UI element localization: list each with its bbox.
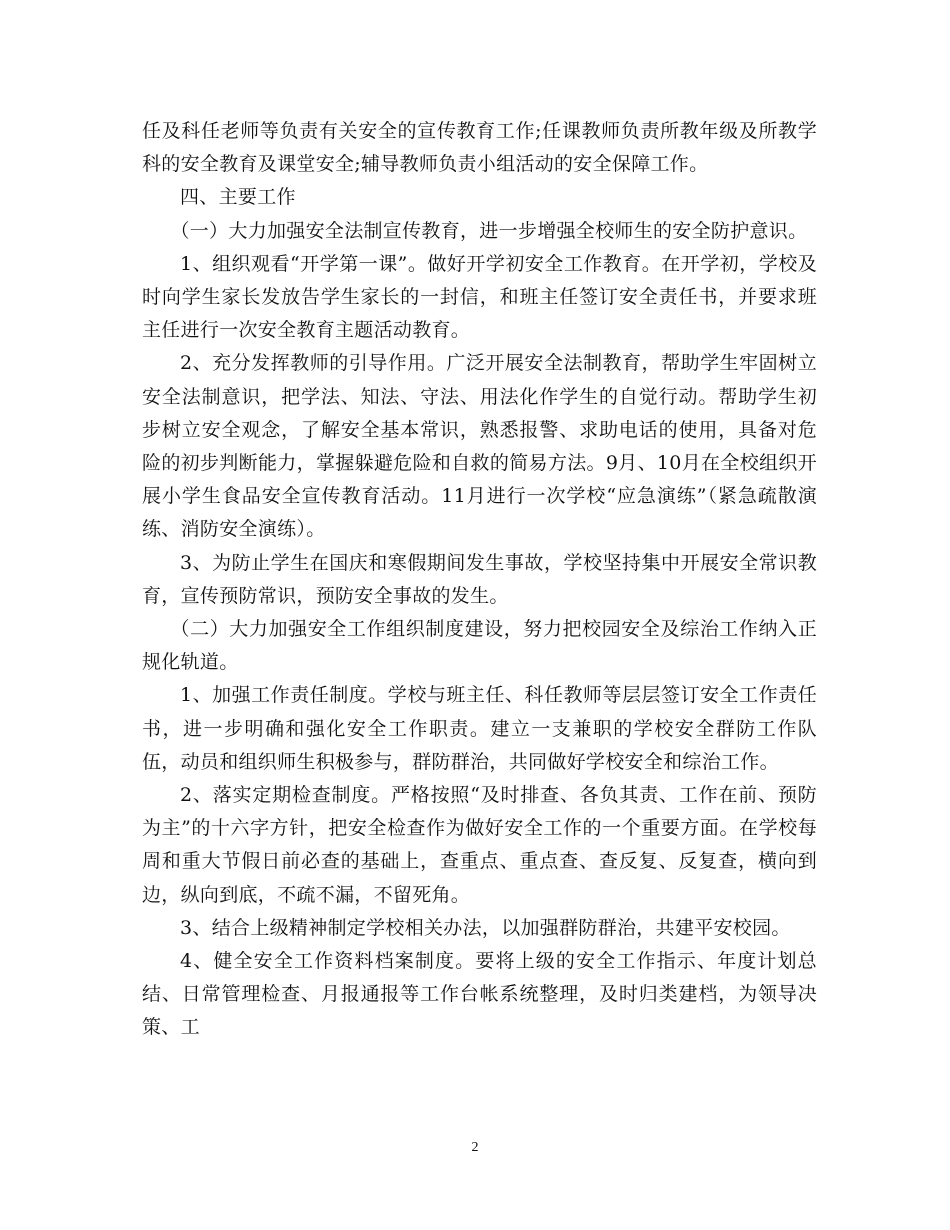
paragraph: 1、加强工作责任制度。学校与班主任、科任教师等层层签订安全工作责任书，进一步明确和强化安全工作职责。建立一支兼职的学校安全群防工作队伍，动员和组织师生积极参与，群防群治，共同做好学校安全和综治工作。 [142,684,817,773]
paragraph: 3、结合上级精神制定学校相关办法，以加强群防群治，共建平安校园。 [180,916,791,939]
subsection-heading: （二）大力加强安全工作组织制度建设，努力把校园安全及综治工作纳入正规化轨道。 [142,618,817,674]
document-body [142,115,817,1045]
page-number: 2 [471,1140,479,1155]
paragraph: 1、组织观看“开学第一课”。做好开学初安全工作教育。在开学初，学校及时向学生家长发放告学生家长的一封信，和班主任签订安全责任书，并要求班主任进行一次安全教育主题活动教育。 [142,252,817,342]
paragraph: 3、为防止学生在国庆和寒假期间发生事故，学校坚持集中开展安全常识教育，宣传预防常识，预防安全事故的发生。 [142,551,817,607]
subsection-heading: （一）大力加强安全法制宣传教育，进一步增强全校师生的安全防护意识。 [170,219,808,242]
section-heading: 四、主要工作 [180,186,296,209]
paragraph: 4、健全安全工作资料档案制度。要将上级的安全工作指示、年度计划总结、日常管理检查、月报通报等工作台帐系统整理，及时归类建档，为领导决策、工 [142,950,817,1039]
paragraph: 2、落实定期检查制度。严格按照“及时排查、各负其责、工作在前、预防为主”的十六字方针，把安全检查作为做好安全工作的一个重要方面。在学校每周和重大节假日前必查的基础上，查重点、重点查、查反复、反复查，横向到边，纵向到底，不疏不漏，不留死角。 [142,784,817,906]
paragraph: 2、充分发挥教师的引导作用。广泛开展安全法制教育，帮助学生牢固树立安全法制意识，把学法、知法、守法、用法化作学生的自觉行动。帮助学生初步树立安全观念，了解安全基本常识，熟悉报警、求助电话的使用，具备对危险的初步判断能力，掌握躲避危险和自救的简易方法。9月、10月在全校组织开展小学生食品安全宣传教育活动。11月进行一次学校“应急演练”（紧急疏散演练、消防安全演练）。 [142,352,817,541]
paragraph-continuation: 任及科任老师等负责有关安全的宣传教育工作;任课教师负责所教年级及所教学科的安全教育及课堂安全;辅导教师负责小组活动的安全保障工作。 [142,120,817,176]
